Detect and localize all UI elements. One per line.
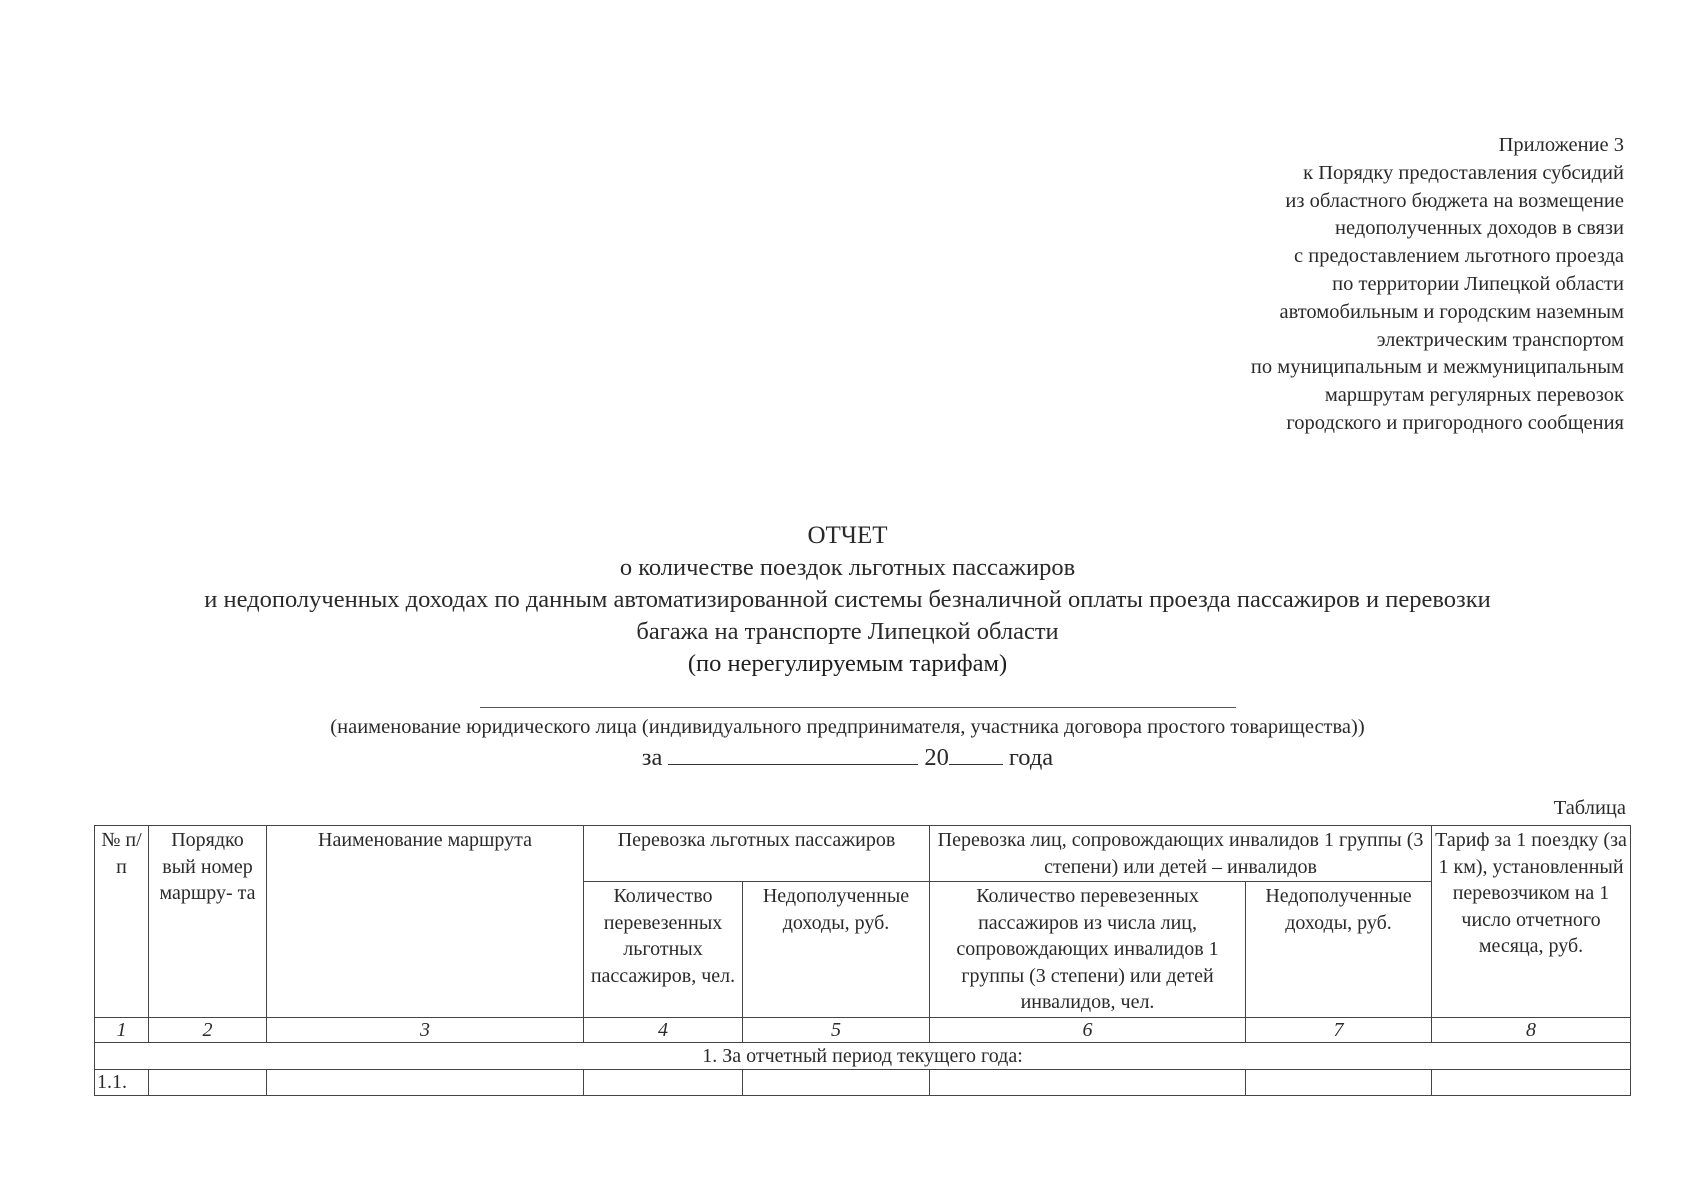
column-number: 6 bbox=[930, 1017, 1246, 1042]
header-number: № п/п bbox=[95, 826, 149, 1018]
report-table bbox=[94, 825, 1631, 1096]
column-number: 4 bbox=[584, 1017, 743, 1042]
appendix-line: Приложение 3 bbox=[1498, 134, 1624, 156]
appendix-line: по территории Липецкой области bbox=[1332, 272, 1624, 295]
appendix-line: автомобильным и городским наземным bbox=[1279, 300, 1624, 323]
table-label: Таблица bbox=[1553, 797, 1626, 819]
table-cell bbox=[267, 1069, 584, 1095]
period-suffix: года bbox=[1008, 744, 1054, 771]
column-number-row bbox=[95, 1017, 1631, 1042]
row-number: 1.1. bbox=[95, 1069, 149, 1095]
column-number: 8 bbox=[1432, 1017, 1631, 1042]
appendix-line: электрическим транспортом bbox=[1376, 328, 1624, 351]
table-row bbox=[95, 1069, 1631, 1095]
column-number: 3 bbox=[267, 1017, 584, 1042]
report-title-line: и недополученных доходах по данным автоматизированной системы безналичной оплаты проезда пассажиров и перевозки bbox=[204, 586, 1491, 613]
appendix-line: к Порядку предоставления субсидий bbox=[1303, 161, 1624, 184]
appendix-line: городского и пригородного сообщения bbox=[1286, 411, 1624, 434]
appendix-line: из областного бюджета на возмещение bbox=[1285, 189, 1624, 212]
header-preferential-income: Недополученные доходы, руб. bbox=[743, 882, 930, 1018]
table-cell bbox=[930, 1069, 1246, 1095]
appendix-line: по муниципальным и межмуниципальным bbox=[1250, 356, 1624, 379]
appendix-line: с предоставлением льготного проезда bbox=[1294, 245, 1624, 268]
header-escort-income: Недополученные доходы, руб. bbox=[1246, 882, 1432, 1018]
header-escort-count: Количество перевезенных пассажиров из числа лиц, сопровождающих инвалидов 1 группы (3 степени) или детей инвалидов, чел. bbox=[930, 882, 1246, 1018]
appendix-line: маршрутам регулярных перевозок bbox=[1324, 384, 1624, 407]
section-row bbox=[95, 1042, 1631, 1069]
column-number: 1 bbox=[95, 1017, 149, 1042]
table-cell bbox=[149, 1069, 267, 1095]
report-title bbox=[0, 520, 1695, 680]
year-prefix: 20 bbox=[924, 744, 949, 771]
period-blank bbox=[668, 742, 918, 765]
header-tariff: Тариф за 1 поездку (за 1 км), установленный перевозчиком на 1 число отчетного месяца, руб. bbox=[1432, 826, 1631, 1018]
report-title-line: (по нерегулируемым тарифам) bbox=[687, 650, 1008, 677]
header-route-name: Наименование маршрута bbox=[267, 826, 584, 1018]
appendix-line: недополученных доходов в связи bbox=[1334, 217, 1624, 240]
report-title-line: о количестве поездок льготных пассажиров bbox=[619, 554, 1076, 581]
column-number: 7 bbox=[1246, 1017, 1432, 1042]
table-cell bbox=[584, 1069, 743, 1095]
header-route-number: Порядко вый номер маршру- та bbox=[149, 826, 267, 1018]
header-group-preferential: Перевозка льготных пассажиров bbox=[584, 826, 930, 882]
period-line bbox=[0, 742, 1695, 772]
year-blank bbox=[949, 742, 1003, 765]
table-cell bbox=[743, 1069, 930, 1095]
column-number: 5 bbox=[743, 1017, 930, 1042]
report-title-heading: ОТЧЕТ bbox=[807, 522, 888, 549]
header-row bbox=[95, 826, 1631, 882]
organization-caption: (наименование юридического лица (индивидуального предпринимателя, участника договора простого товарищества)) bbox=[330, 716, 1365, 738]
header-group-escorts: Перевозка лиц, сопровождающих инвалидов 1 группы (3 степени) или детей – инвалидов bbox=[930, 826, 1432, 882]
appendix-header bbox=[1251, 132, 1624, 438]
report-title-line: багажа на транспорте Липецкой области bbox=[636, 618, 1059, 645]
table-cell bbox=[1432, 1069, 1631, 1095]
table-cell bbox=[1246, 1069, 1432, 1095]
header-preferential-count: Количество перевезенных льготных пассажиров, чел. bbox=[584, 882, 743, 1018]
section-title: 1. За отчетный период текущего года: bbox=[95, 1042, 1631, 1069]
period-prefix: за bbox=[641, 744, 663, 771]
organization-name-blank bbox=[480, 707, 1236, 708]
column-number: 2 bbox=[149, 1017, 267, 1042]
